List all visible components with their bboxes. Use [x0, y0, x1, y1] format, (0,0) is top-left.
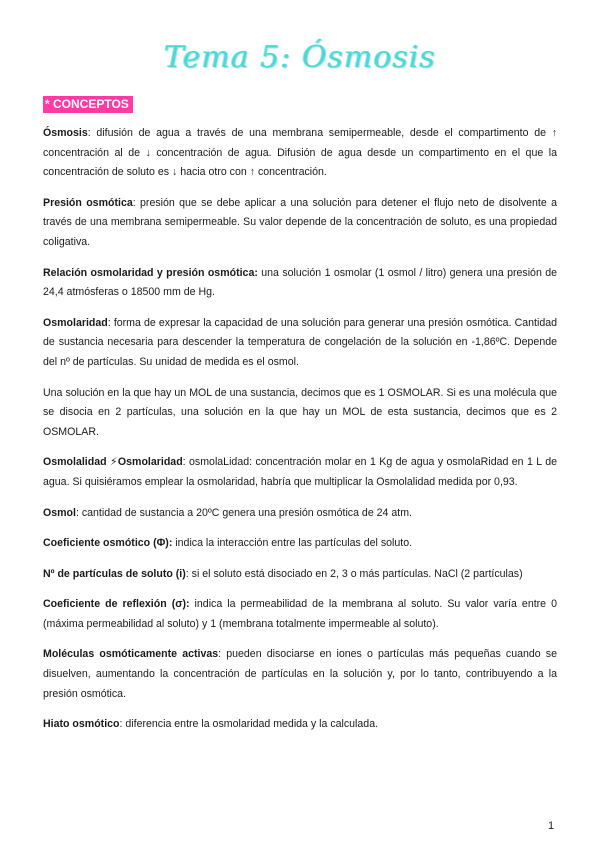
page-number: 1 — [548, 820, 555, 832]
definition: indica la permeabilidad de la membrana al soluto. Su valor varía entre 0 (máxima permeabilidad al soluto) y 1 (membrana totalmente impermeable al soluto). — [43, 598, 557, 630]
paragraph-coeficiente-osmotico — [43, 534, 557, 554]
paragraph-osmosis — [43, 124, 557, 183]
definition: : cantidad de sustancia a 20ºC genera una presión osmótica de 24 atm. — [75, 506, 412, 519]
term: Osmolaridad — [43, 316, 108, 329]
definition: : difusión de agua a través de una membrana semipermeable, desde el compartimento de ↑ concentración al de ↓ concentración de agua. Difusión de agua desde un compartimento en el que la concentración de soluto es ↓ hacia otro con ↑ concentración. — [43, 127, 557, 179]
definition: una solución 1 osmolar (1 osmol / litro) genera una presión de 24,4 atmósferas o 18500 mm de Hg. — [43, 266, 558, 299]
paragraph-osmol — [43, 504, 557, 524]
paragraph-coeficiente-reflexion — [43, 595, 557, 634]
section-tag: * CONCEPTOS — [43, 96, 133, 113]
paragraph-hiato — [43, 715, 557, 735]
term: Osmolalidad ⚡Osmolaridad — [43, 456, 183, 469]
paragraph-relacion — [43, 264, 557, 303]
term: Nº de partículas de soluto (i) — [43, 567, 186, 580]
definition: : si el soluto está disociado en 2, 3 o más partículas. NaCl (2 partículas) — [185, 567, 523, 580]
term: Presión osmótica — [43, 196, 133, 209]
definition: : pueden disociarse en iones o partículas más pequeñas cuando se disuelven, aumentando la concentración de partículas en la solución y, por lo tanto, contribuyendo a la presión osmótica. — [43, 648, 557, 700]
definition: : presión que se debe aplicar a una solución para detener el flujo neto de disolvente a través de una membrana semipermeable. Su valor depende de la concentración de soluto, es una propiedad coligativa. — [43, 196, 557, 248]
document-body — [43, 124, 557, 746]
term: Coeficiente osmótico (Φ): — [43, 537, 173, 550]
definition: Una solución en la que hay un MOL de una sustancia, decimos que es 1 OSMOLAR. Si es una molécula que se disocia en 2 partículas, una solución en la que hay un MOL de esta sustancia, decimos que es 2 OSMOLAR. — [43, 386, 557, 438]
definition: : osmolaLidad: concentración molar en 1 Kg de agua y osmolaRidad en 1 L de agua. Si quisiéramos emplear la osmolaridad, habría que multiplicar la Osmolalidad medida por 0,93. — [43, 456, 557, 488]
term: Moléculas osmóticamente activas — [43, 648, 219, 661]
term: Relación osmolaridad y presión osmótica: — [43, 266, 258, 279]
paragraph-osmolalidad — [43, 453, 557, 492]
paragraph-particulas — [43, 565, 557, 585]
definition: : forma de expresar la capacidad de una solución para generar una presión osmótica. Cantidad de sustancia necesaria para descender la temperatura de congelación de la solución en -1,86ºC. Depende del nº de partículas. Su unidad de medida es el osmol. — [43, 316, 557, 368]
paragraph-osmolar-example — [43, 384, 557, 443]
term: Hiato osmótico — [43, 718, 120, 731]
term: Ósmosis — [43, 127, 88, 139]
definition: : diferencia entre la osmolaridad medida y la calculada. — [119, 718, 379, 731]
term: Coeficiente de reflexión (σ): — [43, 598, 190, 611]
page-title: Tema 5: Ósmosis — [164, 40, 436, 75]
paragraph-osmolaridad — [43, 314, 557, 373]
paragraph-presion-osmotica — [43, 194, 557, 253]
term: Osmol — [43, 506, 76, 519]
paragraph-moleculas-activas — [43, 645, 557, 704]
definition: indica la interacción entre las partículas del soluto. — [172, 537, 413, 550]
